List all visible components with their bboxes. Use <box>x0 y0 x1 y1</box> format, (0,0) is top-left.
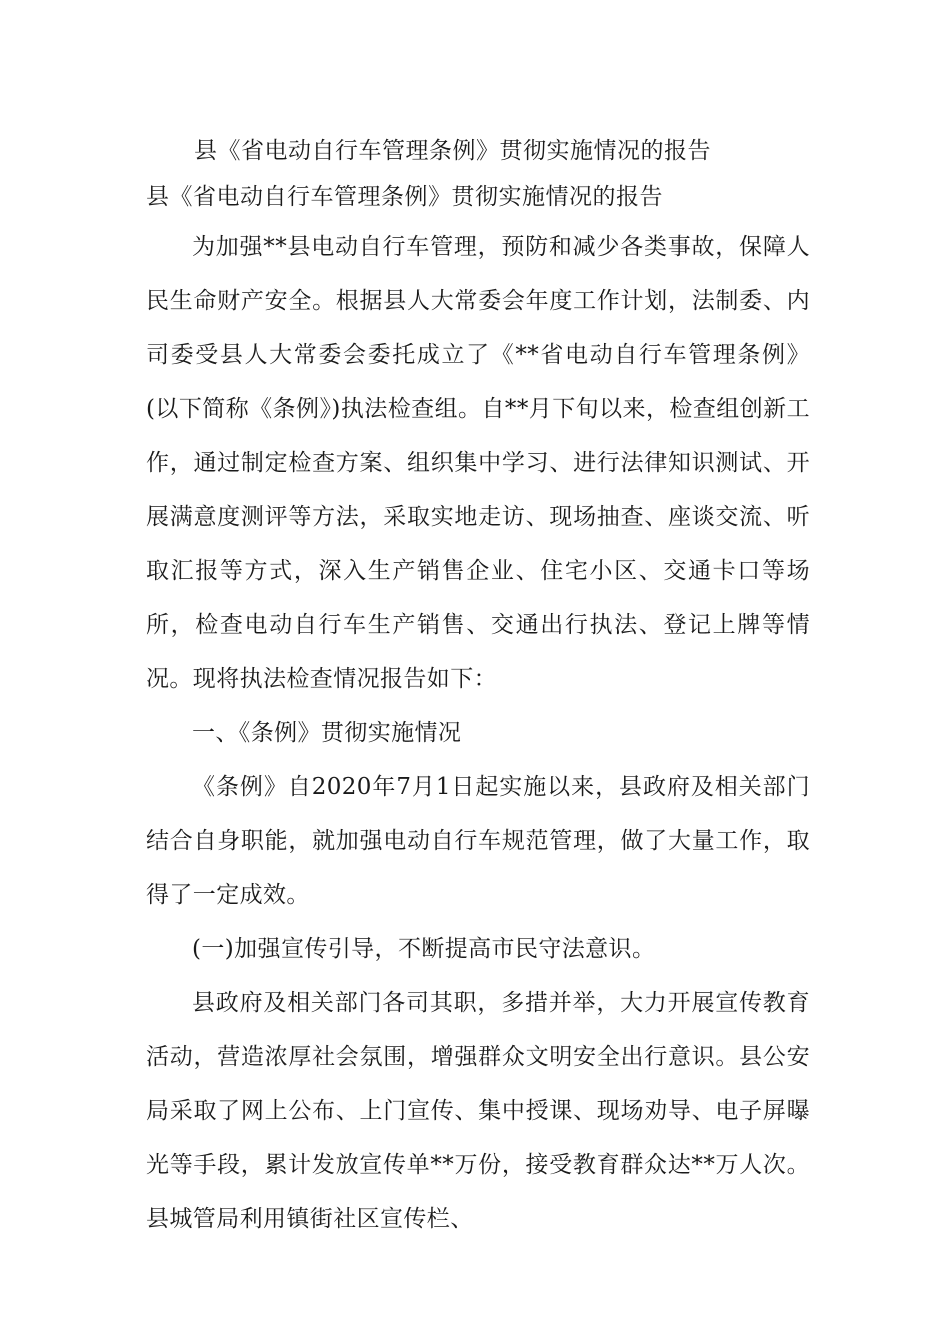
subsection-paragraph: 县政府及相关部门各司其职，多措并举，大力开展宣传教育活动，营造浓厚社会氛围，增强群众文明安全出行意识。县公安局采取了网上公布、上门宣传、集中授课、现场劝导、电子屏曝光等手段，累计发放宣传单**万份，接受教育群众达**万人次。县城管局利用镇街社区宣传栏、 <box>146 990 810 1232</box>
document-page <box>146 128 810 1246</box>
intro-paragraph: 为加强**县电动自行车管理，预防和减少各类事故，保障人民生命财产安全。根据县人大常委会年度工作计划，法制委、内司委受县人大常委会委托成立了《**省电动自行车管理条例》(以下简称《条例》)执法检查组。自**月下旬以来，检查组创新工作，通过制定检查方案、组织集中学习、进行法律知识测试、开展满意度测评等方法，采取实地走访、现场抽查、座谈交流、听取汇报等方式，深入生产销售企业、住宅小区、交通卡口等场所，检查电动自行车生产销售、交通出行执法、登记上牌等情况。现将执法检查情况报告如下： <box>146 234 810 692</box>
section-paragraph: 《条例》自2020年7月1日起实施以来，县政府及相关部门结合自身职能，就加强电动自行车规范管理，做了大量工作，取得了一定成效。 <box>146 774 810 908</box>
document-title: 县《省电动自行车管理条例》贯彻实施情况的报告 <box>194 138 711 164</box>
section-heading: 一、《条例》贯彻实施情况 <box>192 720 462 746</box>
subsection-heading: (一)加强宣传引导，不断提高市民守法意识。 <box>192 936 656 962</box>
document-subtitle: 县《省电动自行车管理条例》贯彻实施情况的报告 <box>146 184 663 210</box>
